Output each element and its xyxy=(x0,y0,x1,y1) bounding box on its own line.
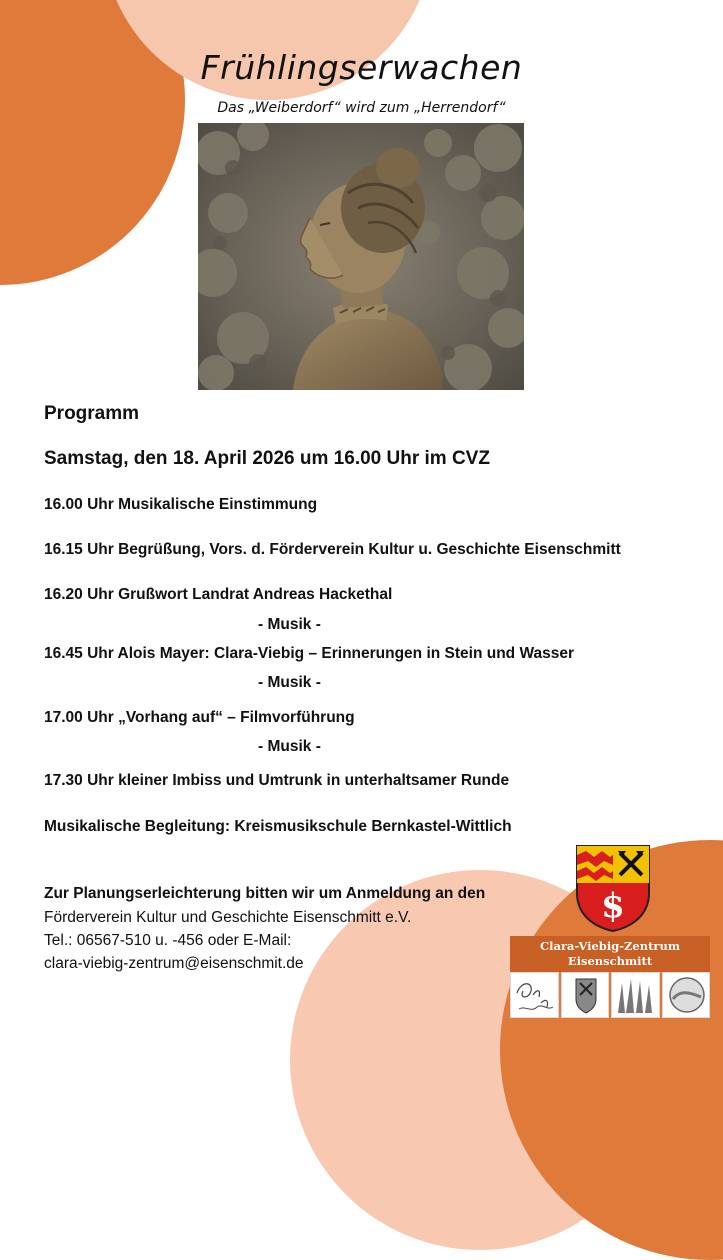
poster-title: Frühlingserwachen xyxy=(200,48,523,87)
musical-accompaniment: Musikalische Begleitung: Kreismusikschule Bernkastel-Wittlich xyxy=(44,818,512,835)
poster-subtitle: Das „Weiberdorf“ wird zum „Herrendorf“ xyxy=(217,100,506,116)
program-heading: Programm xyxy=(44,403,140,424)
crest-small-icon xyxy=(561,972,610,1018)
musik-interlude: - Musik - xyxy=(258,616,321,633)
clara-viebig-zentrum-logo xyxy=(510,936,710,972)
round-emblem-icon xyxy=(662,972,711,1018)
contact-phone: Tel.: 06567-510 u. -456 oder E-Mail: xyxy=(44,932,292,949)
organizer-name: Förderverein Kultur und Geschichte Eisenschmitt e.V. xyxy=(44,909,412,926)
program-item: 17.30 Uhr kleiner Imbiss und Umtrunk in unterhaltsamer Runde xyxy=(44,772,510,789)
musik-interlude: - Musik - xyxy=(258,738,321,755)
program-item: 16.00 Uhr Musikalische Einstimmung xyxy=(44,496,318,513)
program-item: 17.00 Uhr „Vorhang auf“ – Filmvorführung xyxy=(44,709,355,726)
registration-note: Zur Planungserleichterung bitten wir um Anmeldung an den xyxy=(44,885,486,902)
bronze-relief-portrait-image xyxy=(198,123,524,390)
signature-logo-icon xyxy=(510,972,559,1018)
program-item: 16.45 Uhr Alois Mayer: Clara-Viebig – Erinnerungen in Stein und Wasser xyxy=(44,645,575,662)
contact-email[interactable]: clara-viebig-zentrum@eisenschmit.de xyxy=(44,955,304,972)
logo-line-2: Eisenschmitt xyxy=(567,954,653,968)
program-item: 16.15 Uhr Begrüßung, Vors. d. Förderverein Kultur u. Geschichte Eisenschmitt xyxy=(44,541,621,558)
logo-line-1: Clara-Viebig-Zentrum xyxy=(539,939,681,953)
partner-logos xyxy=(510,972,710,1018)
event-date-line: Samstag, den 18. April 2026 um 16.00 Uhr im CVZ xyxy=(44,448,490,469)
musik-interlude: - Musik - xyxy=(258,674,321,691)
coat-of-arms-icon xyxy=(574,843,652,933)
steles-logo-icon xyxy=(611,972,660,1018)
svg-text:$: $ xyxy=(601,886,625,926)
program-item: 16.20 Uhr Grußwort Landrat Andreas Hackethal xyxy=(44,586,393,603)
